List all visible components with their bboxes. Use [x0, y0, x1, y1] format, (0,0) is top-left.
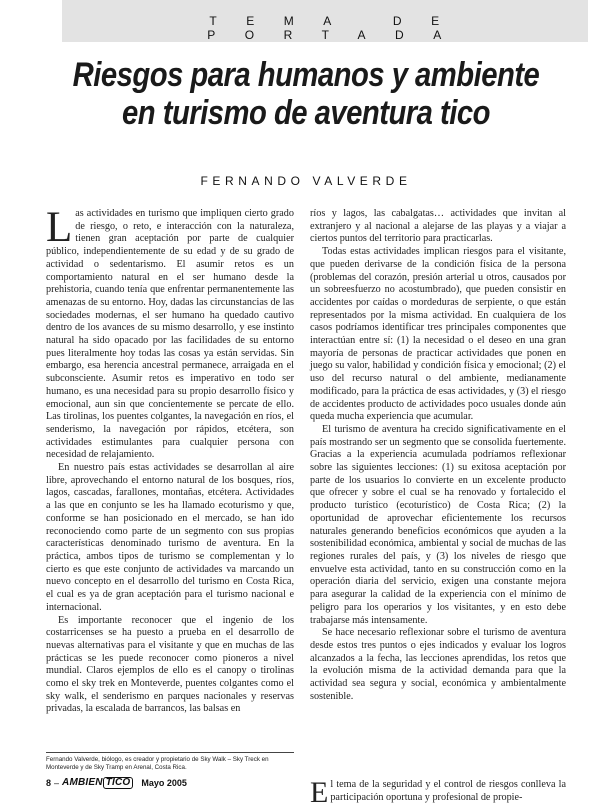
magazine-logo: AMBIEN TICO	[62, 777, 133, 789]
left-paragraph-2: En nuestro país estas actividades se desarrollan al aire libre, aprovechando el entorno natural de los bosques, ríos, lagos, cascadas, farallones, montañas, etcétera. Actividades a las que en conjunto se les ha llamado ecoturismo y que, conforme se han posicionado en el mercado, se han ido reconociendo como parte de un segmento con sus propias características denominado turismo de aventura. En la práctica, ambos tipos de turismo se complementan y lo cierto es que este conjunto de actividades va marcando un nuevo concepto en el desarrollo del turismo en Costa Rica, el cual es ya de gran aceptación para el turismo nacional e internacional.	[46, 462, 294, 613]
footer-dash: –	[54, 778, 60, 788]
drop-cap-small: E	[310, 776, 329, 809]
left-paragraph-3: Es importante reconocer que el ingenio de los costarricenses se ha puesto a prueba en el desarrollo de nuevas alternativas para el visitante y que en muchas de las prácticas se les puede reconocer como pioneros a nivel mundial. Claros ejemplos de ello es el canopy o tirolinas como el sky trek en Monteverde, puentes colgantes como el sky walk, el senderismo en parques nacionales y reservas privadas, la escalada de barrancos, las balsas en	[46, 614, 294, 715]
section-header-label: TEMA DE PORTADA	[207, 14, 471, 42]
page-number: 8	[46, 778, 52, 788]
right-paragraph-3: El turismo de aventura ha crecido significativamente en el país mostrando ser un segmento que se consolida fuertemente. Gracias a la experiencia acumulada podríamos reflexionar sobre las siguientes lecciones: (1) su exitosa aceptación por parte de los usuarios lo convierte en un excelente producto que ofrecer y sobre el cual se ha renovado y fortalecido el producto turístico (ecoturístico) de Costa Rica; (2) la oportunidad de aprovechar eficientemente los recursos naturales generando beneficios económicos que ayuden a la sostenibilidad económica, ambiental y social de muchas de las regiones rurales del país, y (3) los niveles de riesgo que envuelve esta actividad, tanto en su construcción como en la operación diaria del servicio, exigen una constante mejora para asegurar la calidad de la experiencia con el mínimo de peligro para los operarios y los visitantes, y en esto debe trabajarse más intensamente.	[310, 423, 566, 626]
article-title-line1: Riesgos para humanos y ambiente	[72, 56, 540, 94]
right-paragraph-1: ríos y lagos, las cabalgatas… actividades que invitan al extranjero y al nacional a alejarse de las playas y a viajar a ciertos puntos del territorio para practicarlas.	[310, 208, 566, 245]
author-footnote: Fernando Valverde, biólogo, es creador y propietario de Sky Walk – Sky Treck en Monteverde y de Sky Tramp en Arenal, Costa Rica.	[46, 756, 269, 772]
right-paragraph-2: Todas estas actividades implican riesgos para el visitante, que pueden derivarse de la condición física de la persona (problemas del corazón, presión arterial u otros, causados por un sobreesfuerzo no acostumbrado), que pueden consistir en accidentes por caídas o mordeduras de serpiente, o que están representados por la misma actividad. En cualquiera de los casos podríamos identificar tres principales componentes que interactúan entre sí: (1) la necesidad o el deseo en una gran mayoría de personas de practicar actividades que ponen en juego su valor, habilidad y condición física y emocional; (2) el uso del recurso natural o del ambiente, medianamente modificado, para la práctica de esas actividades, y (3) el riesgo de accidentes producto de actividades poco usuales donde aún queda mucha experiencia que acumular.	[310, 246, 566, 423]
drop-cap: L	[46, 204, 73, 251]
left-paragraph-1: Las actividades en turismo que impliquen cierto grado de riesgo, o reto, e interacción con la naturaleza, tienen gran aceptación por parte de cualquier público, independientemente de su edad y de su grado de actividad o sedentarismo. El asumir retos es un comportamiento natural en el ser humano desde la prehistoria, cuando tenía que enfrentar permanentemente las amenazas de su entorno. Hoy, dadas las circunstancias de las sociedades modernas, el ser humano ha quedado cautivo dentro de los avances de su mismo desarrollo, y ese instinto natural ha sido opacado por las facilidades de su entorno pues literalmente hoy todas las cosas ya están servidas. Sin embargo, esa herencia ancestral permanece, arraigada en el subconsciente. Asumir retos es imperativo en todo ser humano, es una necesidad para su propio desarrollo físico y emocional, aun sin que concientemente se percate de ello. Las tirolinas, los puentes colgantes, la navegación en ríos, el senderismo, la navegación por rápidos, etcétera, son actividades estimulantes para cualquier persona con necesidad de relajamiento.	[46, 204, 294, 461]
section-header-band	[62, 0, 588, 42]
right-paragraph-4: Se hace necesario reflexionar sobre el turismo de aventura desde estos tres puntos o ejes indicados y evaluar los logros alcanzados a la fecha, las lecciones aprendidas, los retos que la evolución misma de la actividad demanda para que la actividad sea segura y social, económica y ambientalmente sostenible.	[310, 627, 566, 702]
article-title-line2: en turismo de aventura tico	[122, 94, 490, 132]
right-column	[310, 208, 566, 808]
article-title	[69, 56, 544, 132]
left-column	[46, 204, 294, 748]
right-lower-paragraph: El tema de la seguridad y el control de riesgos conlleva la participación oportuna y profesional de propie-	[310, 776, 566, 809]
footnote-divider	[46, 752, 294, 753]
page-footer	[46, 777, 187, 789]
author-byline: FERNANDO VALVERDE	[200, 174, 412, 188]
issue-date: Mayo 2005	[141, 778, 187, 788]
